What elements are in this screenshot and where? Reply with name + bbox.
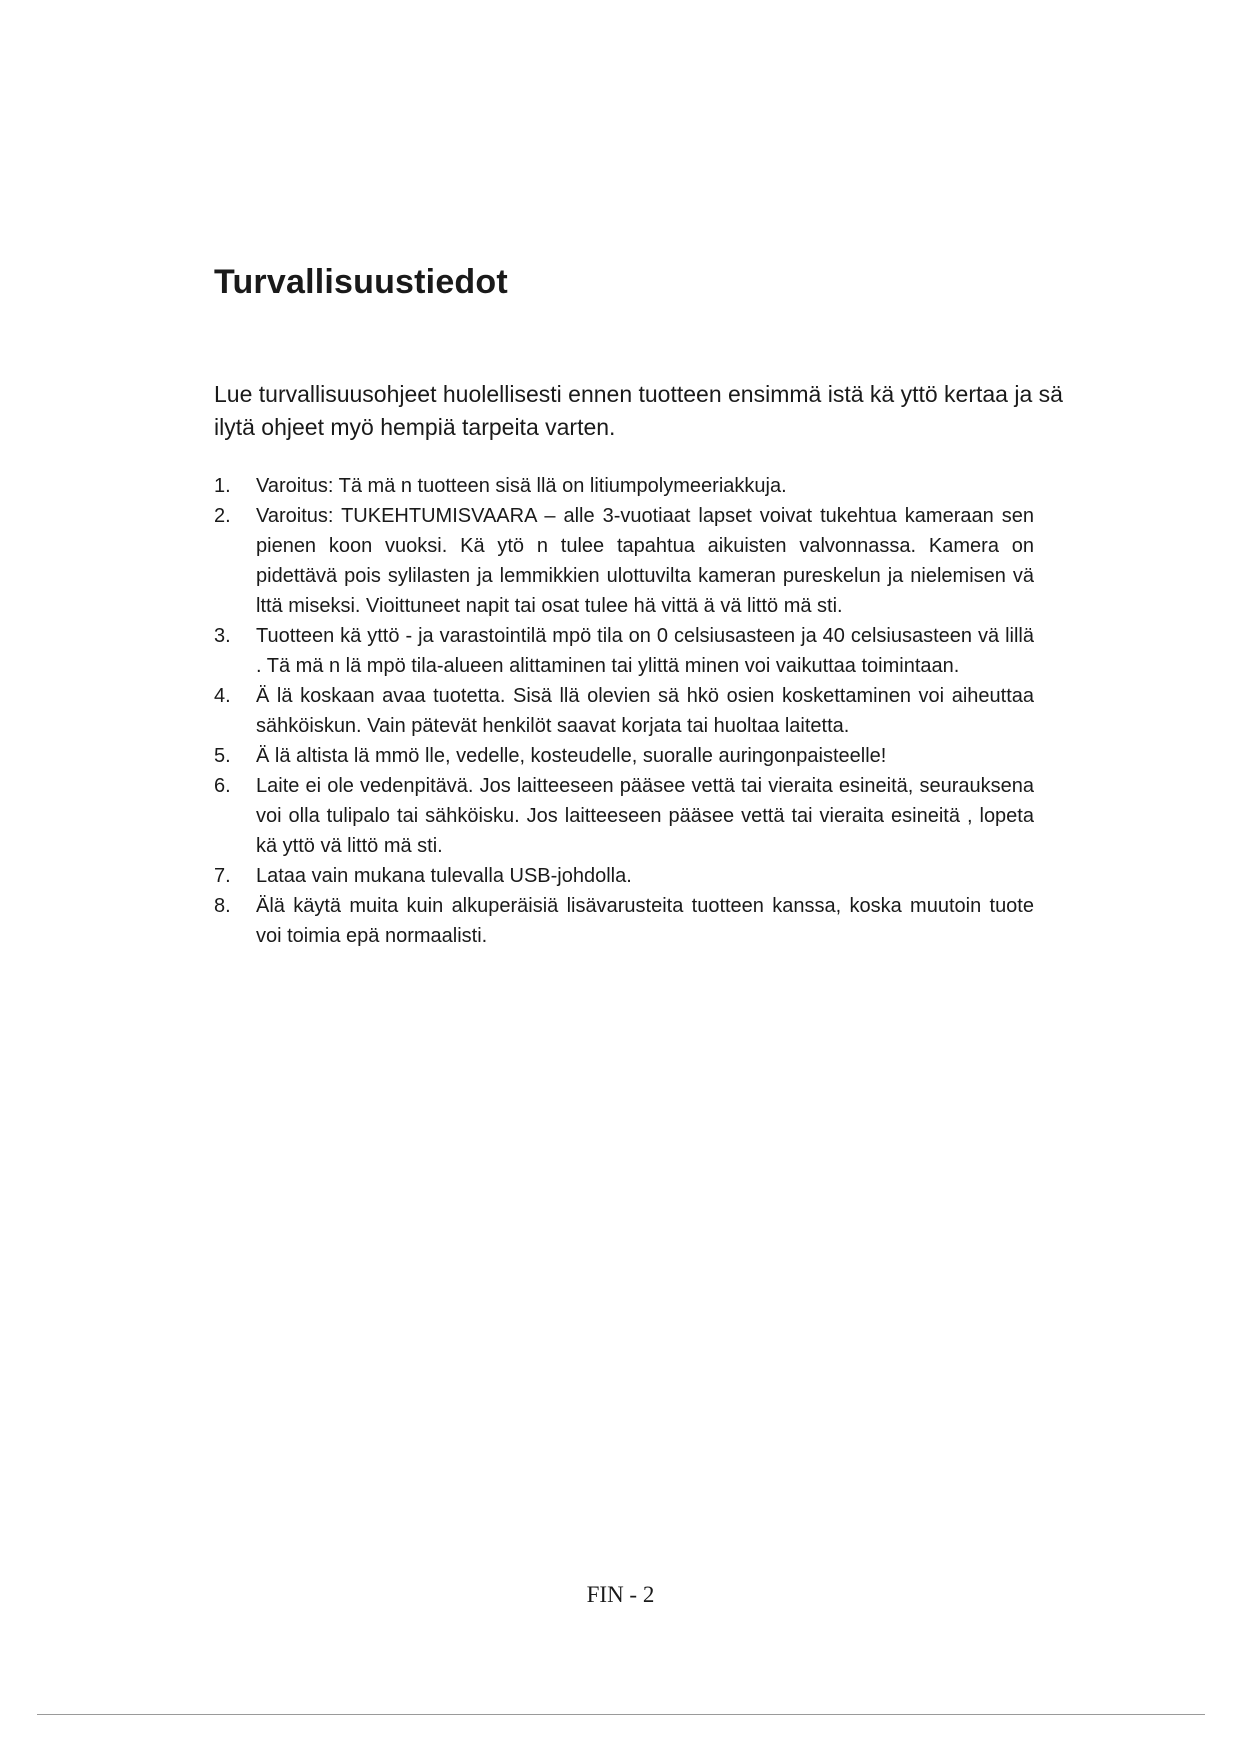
list-item bbox=[214, 501, 1034, 621]
list-item-text: Laite ei ole vedenpitävä. Jos laitteeseen pääsee vettä tai vieraita esineitä, seurauksena voi olla tulipalo tai sähköisku. Jos laitteeseen pääsee vettä tai vieraita esineitä , lopeta kä yttö vä littö mä sti. bbox=[256, 775, 1034, 857]
list-item-number: 4. bbox=[214, 685, 231, 707]
list-item bbox=[214, 621, 1034, 681]
intro-paragraph: Lue turvallisuusohjeet huolellisesti ennen tuotteen ensimmä istä kä yttö kertaa ja sä ilytä ohjeet myö hempiä tarpeita varten. bbox=[214, 381, 1063, 440]
list-item bbox=[214, 861, 1034, 891]
list-item-text: Ä lä altista lä mmö lle, vedelle, kosteudelle, suoralle auringonpaisteelle! bbox=[256, 745, 887, 767]
list-item-text: Varoitus: Tä mä n tuotteen sisä llä on litiumpolymeeriakkuja. bbox=[256, 475, 787, 497]
list-item-number: 6. bbox=[214, 775, 231, 797]
list-item-number: 2. bbox=[214, 505, 231, 527]
list-item-number: 5. bbox=[214, 745, 231, 767]
list-item-number: 8. bbox=[214, 895, 231, 917]
page-title: Turvallisuustiedot bbox=[214, 263, 508, 301]
list-item-text: Älä käytä muita kuin alkuperäisiä lisävarusteita tuotteen kanssa, koska muutoin tuote voi toimia epä normaalisti. bbox=[256, 895, 1034, 947]
footer-divider bbox=[37, 1714, 1205, 1715]
list-item bbox=[214, 471, 1034, 501]
list-item-text: Ä lä koskaan avaa tuotetta. Sisä llä olevien sä hkö osien koskettaminen voi aiheuttaa sähköiskun. Vain pätevät henkilöt saavat korjata tai huoltaa laitetta. bbox=[256, 685, 1034, 737]
safety-instructions-list bbox=[214, 471, 1034, 951]
page-number: FIN - 2 bbox=[586, 1582, 655, 1607]
list-item bbox=[214, 681, 1034, 741]
list-item bbox=[214, 771, 1034, 861]
list-item-text: Lataa vain mukana tulevalla USB-johdolla. bbox=[256, 865, 632, 887]
list-item bbox=[214, 891, 1034, 951]
list-item-number: 7. bbox=[214, 865, 231, 887]
list-item-number: 1. bbox=[214, 475, 231, 497]
list-item-text: Varoitus: TUKEHTUMISVAARA – alle 3-vuotiaat lapset voivat tukehtua kameraan sen pienen koon vuoksi. Kä ytö n tulee tapahtua aikuisten valvonnassa. Kamera on pidettävä pois sylilasten ja lemmikkien ulottuvilta kameran pureskelun ja nielemisen vä lttä miseksi. Vioittuneet napit tai osat tulee hä vittä ä vä littö mä sti. bbox=[256, 505, 1034, 617]
list-item bbox=[214, 741, 1034, 771]
list-item-number: 3. bbox=[214, 625, 231, 647]
list-item-text: Tuotteen kä yttö - ja varastointilä mpö tila on 0 celsiusasteen ja 40 celsiusasteen vä lillä . Tä mä n lä mpö tila-alueen alittaminen tai ylittä minen voi vaikuttaa toimintaan. bbox=[256, 625, 1034, 677]
